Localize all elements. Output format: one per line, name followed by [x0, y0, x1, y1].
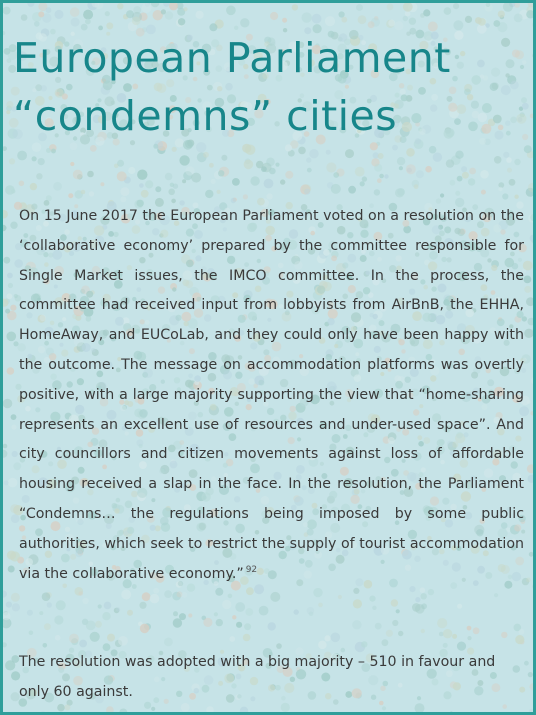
- box-title: European Parliament “condemns” cities: [13, 34, 451, 140]
- footnote-reference: 92: [245, 564, 258, 575]
- main-paragraph-text: On 15 June 2017 the European Parliament voted on a resolution on the ‘collaborative economy’ prepared by the committee responsible for Single Market issues, the IMCO committee. In the process, the committee had received input from lobbyists from AirBnB, the EHHA, HomeAway, and EUCoLab, and they could only have been happy with the outcome. The message on accommodation platforms was overtly positive, with a large majority supporting the view that “home-sharing represents an excellent use of resources and under-used space”. And city councillors and citizen movements against loss of affordable housing received a slap in the face. In the resolution, the Parliament “Condemns… the regulations being imposed by some public authorities, which seek to restrict the supply of tourist accommodation via the collaborative economy.”: [19, 208, 524, 582]
- main-paragraph: [19, 202, 524, 589]
- result-paragraph: The resolution was adopted with a big majority – 510 in favour and only 60 against.: [19, 654, 496, 700]
